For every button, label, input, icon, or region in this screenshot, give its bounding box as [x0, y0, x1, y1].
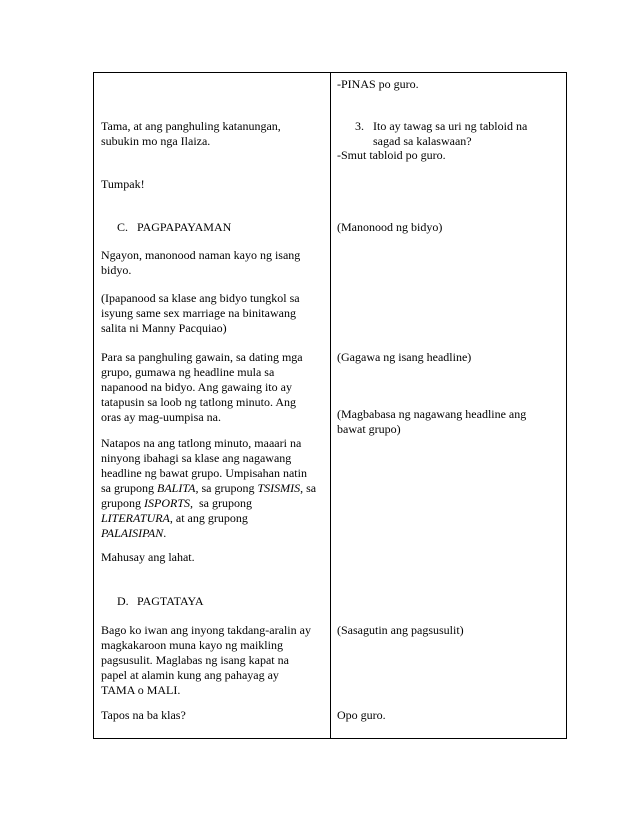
bago-text: Bago ko iwan ang inyong takdang-aralin ay magkakaroon muna kayo ng maikling pagsusulit. Maglabas ng isang kapat na papel at alamin kung ang pahayag ay TAMA o MALI.: [101, 623, 311, 697]
section-c-title: PAGPAPAYAMAN: [137, 220, 232, 234]
column-divider: [330, 73, 331, 738]
ngayon-text: Ngayon, manonood naman kayo ng isang bidyo.: [101, 248, 301, 277]
magbabasa-text: (Magbabasa ng nagawang headline ang bawat grupo): [337, 407, 527, 436]
section-d-letter: D.: [117, 594, 129, 608]
gagawa-text: (Gagawa ng isang headline): [337, 350, 472, 364]
group-literatura: LITERATURA: [101, 511, 170, 525]
pinas-text: -PINAS po guro.: [337, 77, 419, 91]
question-3-number: 3.: [355, 119, 364, 133]
manonood-text: (Manonood ng bidyo): [337, 220, 443, 234]
group-palaisipan: PALAISIPAN: [101, 526, 164, 540]
opo-text: Opo guro.: [337, 708, 386, 722]
natapos-text: Natapos na ang tatlong minuto, maaari na ninyong ibahagi sa klase ang nagawang headline ng bawat grupo. Umpisahan natin sa grupong BALITA, sa grupong TSISMIS, sa grupong ISPORTS, sa grupong LITERATURA, at ang grupong PALAISIPAN.: [101, 436, 317, 540]
tapos-text: Tapos na ba klas?: [101, 708, 186, 722]
sasagutin-text: (Sasagutin ang pagsusulit): [337, 623, 464, 637]
mahusay-text: Mahusay ang lahat.: [101, 550, 195, 564]
question-3: 3. Ito ay tawag sa uri ng tabloid na sagad sa kalaswaan?: [355, 119, 528, 148]
group-tsismis: TSISMIS: [257, 481, 301, 495]
group-isports: ISPORTS,: [144, 496, 193, 510]
section-c-letter: C.: [117, 220, 129, 234]
section-d-title: PAGTATAYA: [137, 594, 204, 608]
tumpak-text: Tumpak!: [101, 177, 145, 191]
section-c-heading: [117, 220, 232, 235]
para-text: Para sa panghuling gawain, sa dating mga grupo, gumawa ng headline mula sa napanood na bidyo. Ang gawaing ito ay tatapusin sa loob ng tatlong minuto. Ang oras ay mag-uumpisa na.: [101, 350, 303, 424]
smut-text: -Smut tabloid po guro.: [337, 148, 446, 162]
ipapanood-text: (Ipapanood sa klase ang bidyo tungkol sa isyung same sex marriage na binitawang salita ni Manny Pacquiao): [101, 291, 300, 335]
group-balita: BALITA,: [157, 481, 199, 495]
section-d-heading: [117, 594, 204, 609]
tama-text: Tama, at ang panghuling katanungan, subukin mo nga Ilaiza.: [101, 119, 281, 148]
